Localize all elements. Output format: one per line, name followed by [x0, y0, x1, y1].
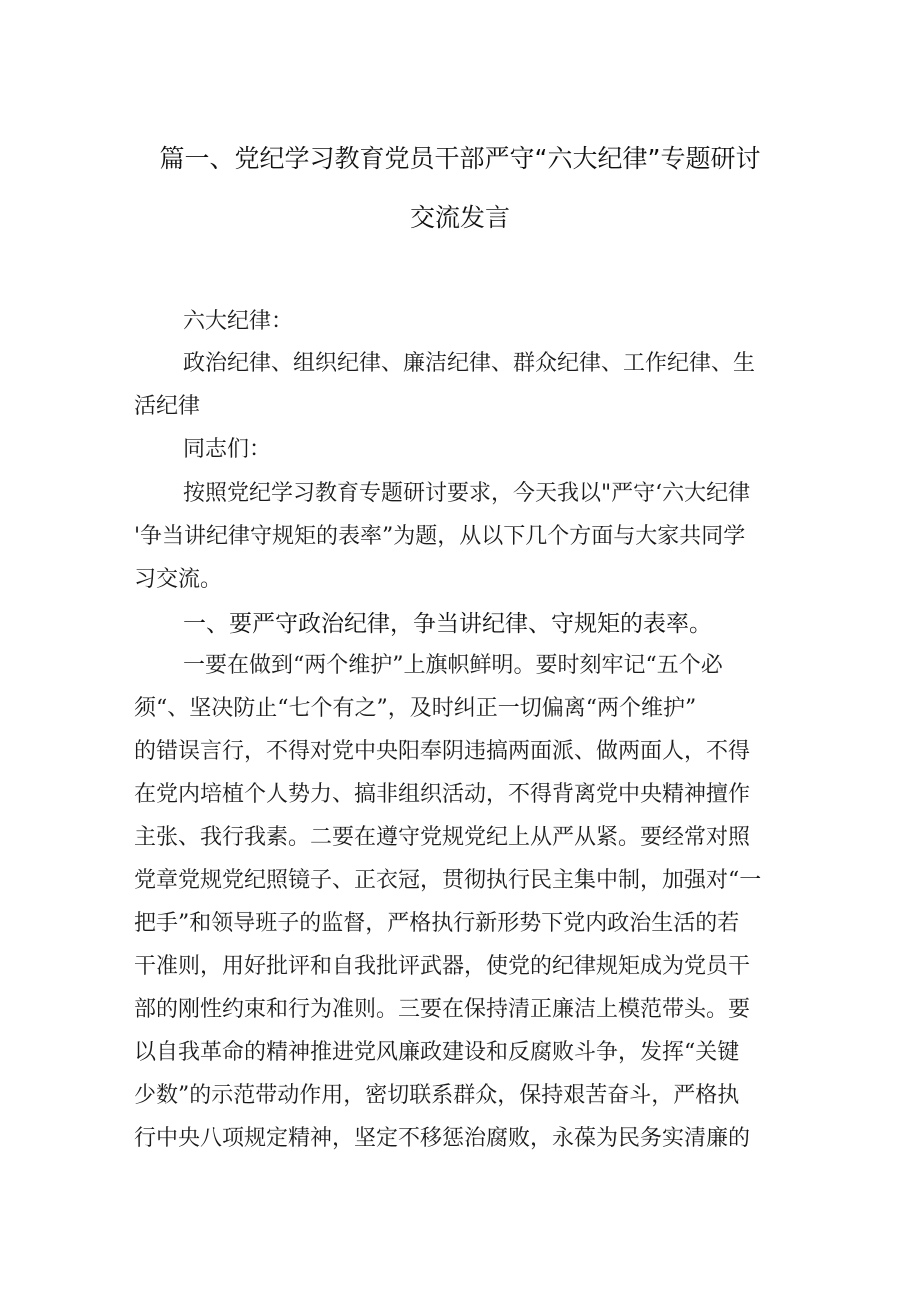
body-line-9: 部的刚性约束和行为准则。三要在保持清正廉洁上模范带头。要: [134, 997, 751, 1022]
paragraph-greeting: 同志们：: [183, 437, 272, 462]
body-line-1: 一要在做到“两个维护”上旗帜鲜明。要时刻牢记“五个必: [183, 653, 723, 678]
paragraph-intro-line-3: 习交流。: [134, 567, 223, 592]
paragraph-intro-line-2: '争当讲纪律守规矩的表率”为题，从以下几个方面与大家共同学: [134, 524, 746, 549]
body-line-5: 主张、我行我素。二要在遵守党规党纪上从严从紧。要经常对照: [134, 825, 751, 850]
paragraph-six-disciplines-label: 六大纪律：: [183, 309, 294, 334]
body-line-12: 行中央八项规定精神，坚定不移惩治腐败，永葆为民务实清廉的: [134, 1126, 751, 1151]
section-heading-1: 一、要严守政治纪律，争当讲纪律、守规矩的表率。: [183, 611, 712, 637]
body-line-8: 干准则，用好批评和自我批评武器，使党的纪律规矩成为党员干: [134, 954, 751, 979]
body-line-6: 党章党规党纪照镜子、正衣冠，贯彻执行民主集中制，加强对“一: [134, 868, 762, 893]
document-title-line-1: 篇一、党纪学习教育党员干部严守“六大纪律”专题研讨: [159, 144, 761, 173]
document-title-line-2: 交流发言: [409, 203, 510, 232]
body-line-2: 须“、坚决防止“七个有之”，及时纠正一切偏离“两个维护”: [134, 696, 697, 721]
body-line-7: 把手”和领导班子的监督，严格执行新形势下党内政治生活的若: [134, 911, 740, 936]
body-line-4: 在党内培植个人势力、搞非组织活动，不得背离党中央精神擅作: [134, 782, 751, 807]
paragraph-disciplines-list-line-1: 政治纪律、组织纪律、廉洁纪律、群众纪律、工作纪律、生: [183, 351, 756, 376]
body-line-10: 以自我革命的精神推进党风廉政建设和反腐败斗争，发挥“关键: [134, 1040, 740, 1065]
paragraph-intro-line-1: 按照党纪学习教育专题研讨要求，今天我以"严守‘六大纪律: [183, 481, 751, 506]
body-line-11: 少数”的示范带动作用，密切联系群众，保持艰苦奋斗，严格执: [134, 1083, 740, 1108]
paragraph-disciplines-list-line-2: 活纪律: [134, 394, 201, 419]
body-line-3: 的错误言行，不得对党中央阳奉阴违搞两面派、做两面人，不得: [134, 739, 751, 764]
